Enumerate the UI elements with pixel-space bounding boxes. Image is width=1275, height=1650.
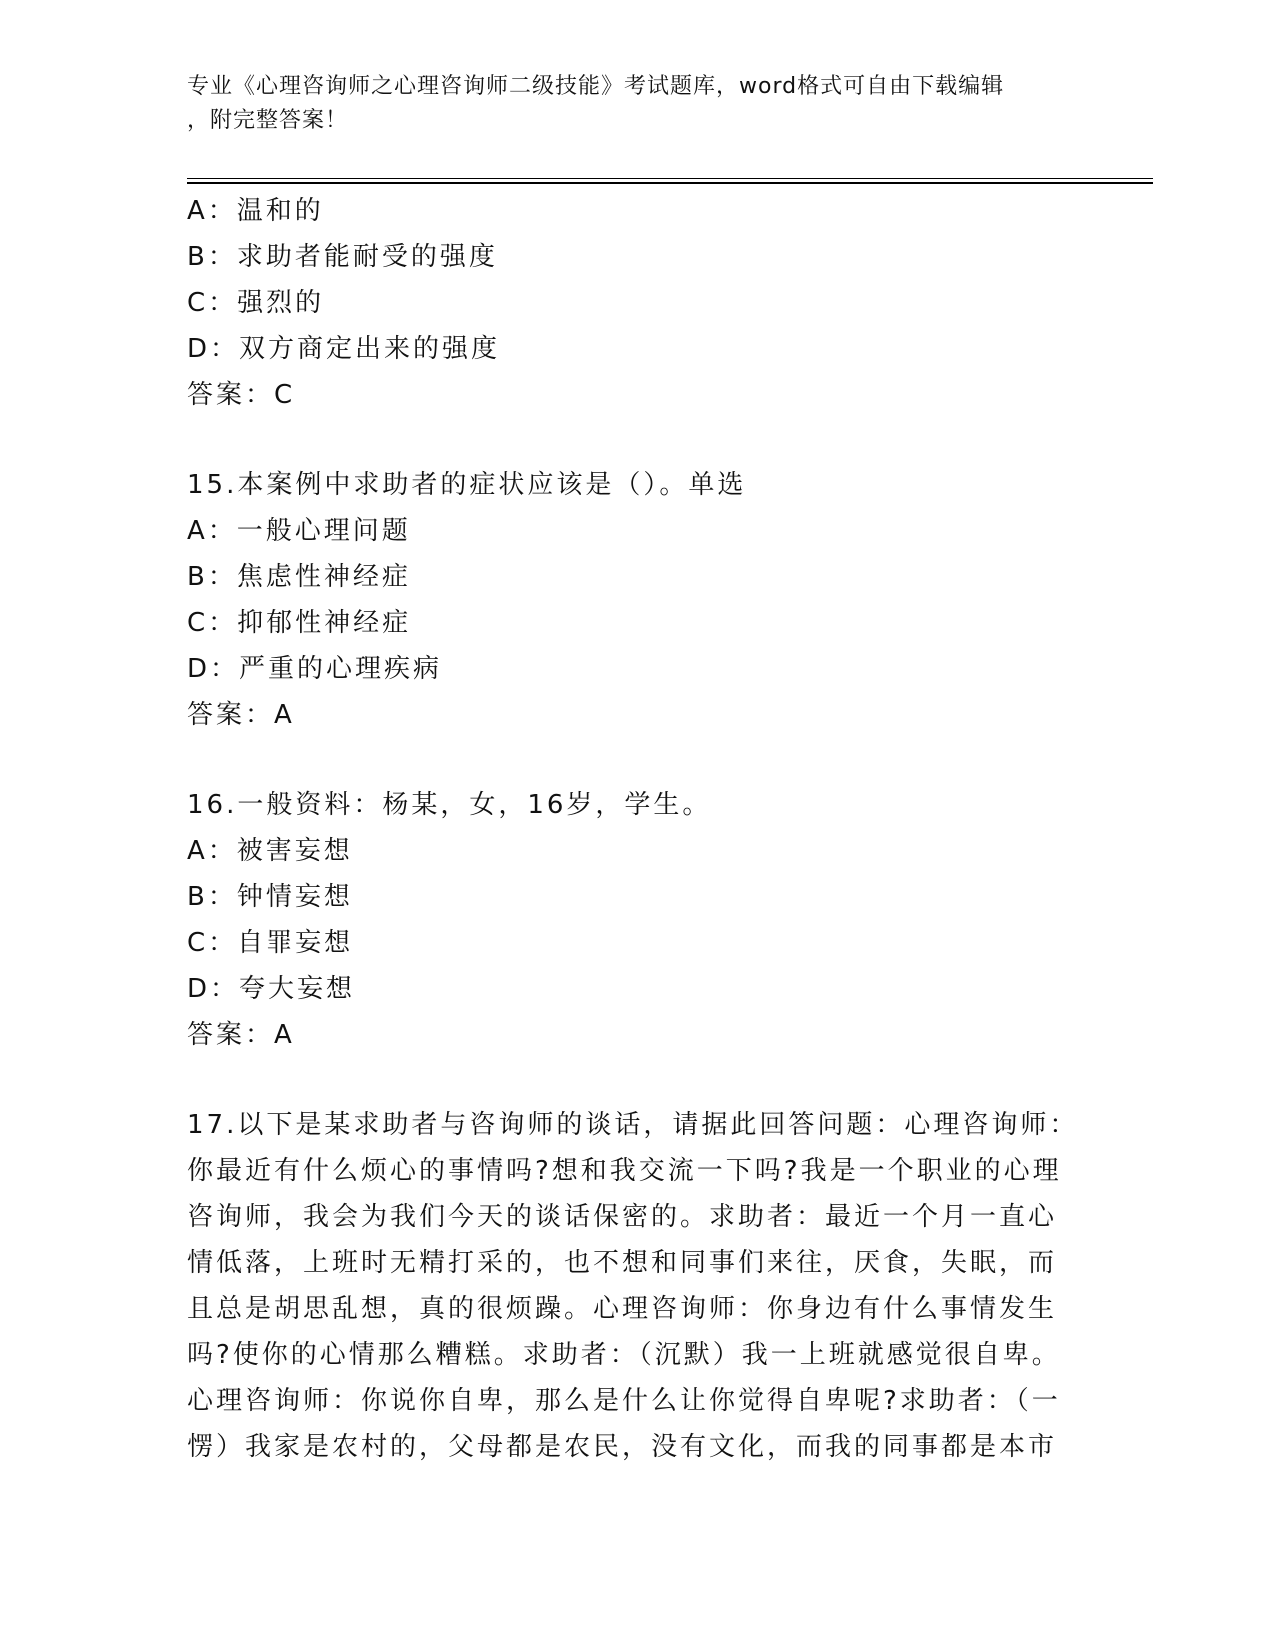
- option-c: C：抑郁性神经症: [187, 608, 412, 638]
- paragraph-line: 17.以下是某求助者与咨询师的谈话，请据此回答问题：心理咨询师：: [187, 1110, 1079, 1140]
- header-line-1: 专业《心理咨询师之心理咨询师二级技能》考试题库，word格式可自由下载编辑: [187, 74, 1005, 99]
- option-c: C：自罪妄想: [187, 928, 354, 958]
- option-c: C：强烈的: [187, 288, 325, 318]
- header-divider-thin: [187, 178, 1153, 179]
- answer-line: 答案：C: [187, 380, 296, 410]
- option-a: A：一般心理问题: [187, 516, 411, 546]
- header-line-2: ，附完整答案！: [187, 108, 349, 133]
- option-b: B：焦虑性神经症: [187, 562, 411, 592]
- option-a: A：温和的: [187, 196, 324, 226]
- document-body: [187, 188, 1087, 1470]
- question-15-block: [187, 462, 1087, 738]
- option-d: D：严重的心理疾病: [187, 654, 443, 684]
- question-16-block: [187, 782, 1087, 1058]
- paragraph-line: 咨询师，我会为我们今天的谈话保密的。求助者：最近一个月一直心: [187, 1202, 1058, 1232]
- paragraph-line: 情低落，上班时无精打采的，也不想和同事们来往，厌食，失眠，而: [187, 1248, 1058, 1278]
- option-d: D：双方商定出来的强度: [187, 334, 501, 364]
- paragraph-line: 吗?使你的心情那么糟糕。求助者：（沉默）我一上班就感觉很自卑。: [187, 1340, 1061, 1370]
- paragraph-line: 心理咨询师：你说你自卑，那么是什么让你觉得自卑呢?求助者：（一: [187, 1386, 1061, 1416]
- paragraph-line: 且总是胡思乱想，真的很烦躁。心理咨询师：你身边有什么事情发生: [187, 1294, 1058, 1324]
- paragraph-line: 你最近有什么烦心的事情吗?想和我交流一下吗?我是一个职业的心理: [187, 1156, 1062, 1186]
- option-d: D：夸大妄想: [187, 974, 356, 1004]
- document-header: [187, 70, 1067, 138]
- option-b: B：钟情妄想: [187, 882, 353, 912]
- paragraph-line: 愣）我家是农村的，父母都是农民，没有文化，而我的同事都是本市: [187, 1432, 1058, 1462]
- question-text: 16.一般资料：杨某，女，16岁，学生。: [187, 790, 712, 820]
- question-14-block: [187, 188, 1087, 418]
- option-b: B：求助者能耐受的强度: [187, 242, 498, 272]
- question-text: 15.本案例中求助者的症状应该是（）。单选: [187, 470, 747, 500]
- answer-line: 答案：A: [187, 1020, 295, 1050]
- option-a: A：被害妄想: [187, 836, 353, 866]
- answer-line: 答案：A: [187, 700, 295, 730]
- header-divider-thick: [187, 182, 1153, 184]
- question-17-block: [187, 1102, 1079, 1470]
